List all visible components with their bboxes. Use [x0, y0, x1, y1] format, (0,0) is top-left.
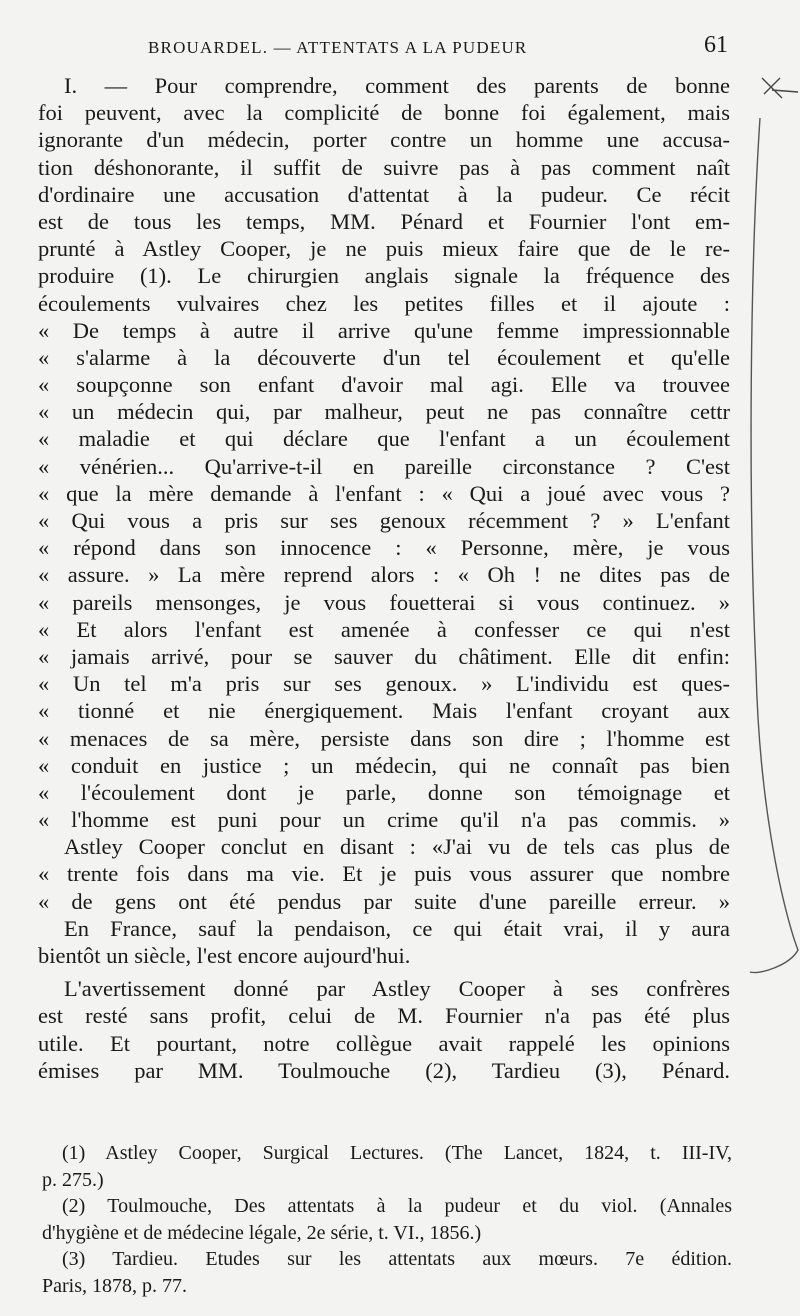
page-header	[148, 32, 728, 62]
text-line: « soupçonne son enfant d'avoir mal agi. Elle va trouvee	[38, 372, 730, 398]
text-line: « que la mère demande à l'enfant : « Qui a joué avec vous ?	[38, 480, 730, 506]
text-line: « De temps à autre il arrive qu'une femme impressionnable	[38, 317, 730, 343]
pencil-margin-mark	[720, 70, 800, 990]
text-line: est resté sans profit, celui de M. Fournier n'a pas été plus	[38, 1003, 730, 1029]
text-line: ignorante d'un médecin, porter contre un homme une accusa-	[38, 127, 730, 153]
footnote-line: (2) Toulmouche, Des attentats à la pudeur et du viol. (Annales	[62, 1195, 732, 1217]
footnote-line: Paris, 1878, p. 77.	[42, 1274, 187, 1297]
text-line: écoulements vulvaires chez les petites filles et il ajoute :	[38, 290, 730, 316]
text-line: « l'écoulement dont je parle, donne son témoignage et	[38, 779, 730, 805]
text-line: « Un tel m'a pris sur ses genoux. » L'individu est ques-	[38, 671, 730, 697]
text-line: produire (1). Le chirurgien anglais signale la fréquence des	[38, 263, 730, 289]
footnote-line: (1) Astley Cooper, Surgical Lectures. (The Lancet, 1824, t. III-IV,	[62, 1142, 732, 1164]
text-line: « répond dans son innocence : « Personne, mère, je vous	[38, 535, 730, 561]
text-line: foi peuvent, avec la complicité de bonne foi également, mais	[38, 100, 730, 126]
text-line: bientôt un siècle, l'est encore aujourd'hui.	[38, 943, 411, 968]
text-line: « s'alarme à la découverte d'un tel écoulement et qu'elle	[38, 344, 730, 370]
text-line: « jamais arrivé, pour se sauver du châtiment. Elle dit enfin:	[38, 643, 730, 669]
text-line: « menaces de sa mère, persiste dans son dire ; l'homme est	[38, 725, 730, 751]
text-line: « de gens ont été pendus par suite d'une pareille erreur. »	[38, 888, 730, 914]
text-line: « Et alors l'enfant est amenée à confesser ce qui n'est	[38, 616, 730, 642]
text-line: prunté à Astley Cooper, je ne puis mieux faire que de le re-	[38, 236, 730, 262]
text-line: est de tous les temps, MM. Pénard et Fournier l'ont em-	[38, 208, 730, 234]
footnote-line: (3) Tardieu. Etudes sur les attentats aux mœurs. 7e édition.	[62, 1248, 732, 1270]
text-line: « pareils mensonges, je vous fouetterai si vous continuez. »	[38, 589, 730, 615]
text-line: « conduit en justice ; un médecin, qui ne connaît pas bien	[38, 752, 730, 778]
text-line: « vénérien... Qu'arrive-t-il en pareille circonstance ? C'est	[38, 453, 730, 479]
text-line: « un médecin qui, par malheur, peut ne pas connaître cettr	[38, 399, 730, 425]
text-line: « l'homme est puni pour un crime qu'il n'a pas commis. »	[38, 807, 730, 833]
text-line: En France, sauf la pendaison, ce qui était vrai, il y aura	[64, 915, 730, 941]
text-line: d'ordinaire une accusation d'attentat à la pudeur. Ce récit	[38, 181, 730, 207]
footnote-line: p. 275.)	[42, 1168, 104, 1191]
running-head: BROUARDEL. — ATTENTATS A LA PUDEUR	[148, 38, 528, 57]
text-line: Astley Cooper conclut en disant : «J'ai vu de tels cas plus de	[64, 834, 730, 860]
text-line: « tionné et nie énergiquement. Mais l'enfant croyant aux	[38, 698, 730, 724]
text-line: « trente fois dans ma vie. Et je puis vous assurer que nombre	[38, 861, 730, 887]
text-line: « maladie et qui déclare que l'enfant a un écoulement	[38, 426, 730, 452]
footnotes	[42, 1140, 732, 1299]
page-number: 61	[704, 32, 728, 58]
footnote-line: d'hygiène et de médecine légale, 2e série, t. VI., 1856.)	[42, 1221, 482, 1244]
text-line: « Qui vous a pris sur ses genoux récemment ? » L'enfant	[38, 508, 730, 533]
main-text	[38, 72, 730, 1084]
text-line: utile. Et pourtant, notre collègue avait rappelé les opinions	[38, 1030, 730, 1056]
text-line: « assure. » La mère reprend alors : « Oh ! ne dites pas de	[38, 562, 730, 588]
text-line: I. — Pour comprendre, comment des parents de bonne	[64, 73, 730, 98]
text-line: tion déshonorante, il suffit de suivre pas à pas comment naît	[38, 154, 730, 180]
text-line: émises par MM. Toulmouche (2), Tardieu (3), Pénard.	[38, 1057, 730, 1083]
text-line: L'avertissement donné par Astley Cooper à ses confrères	[64, 976, 730, 1002]
